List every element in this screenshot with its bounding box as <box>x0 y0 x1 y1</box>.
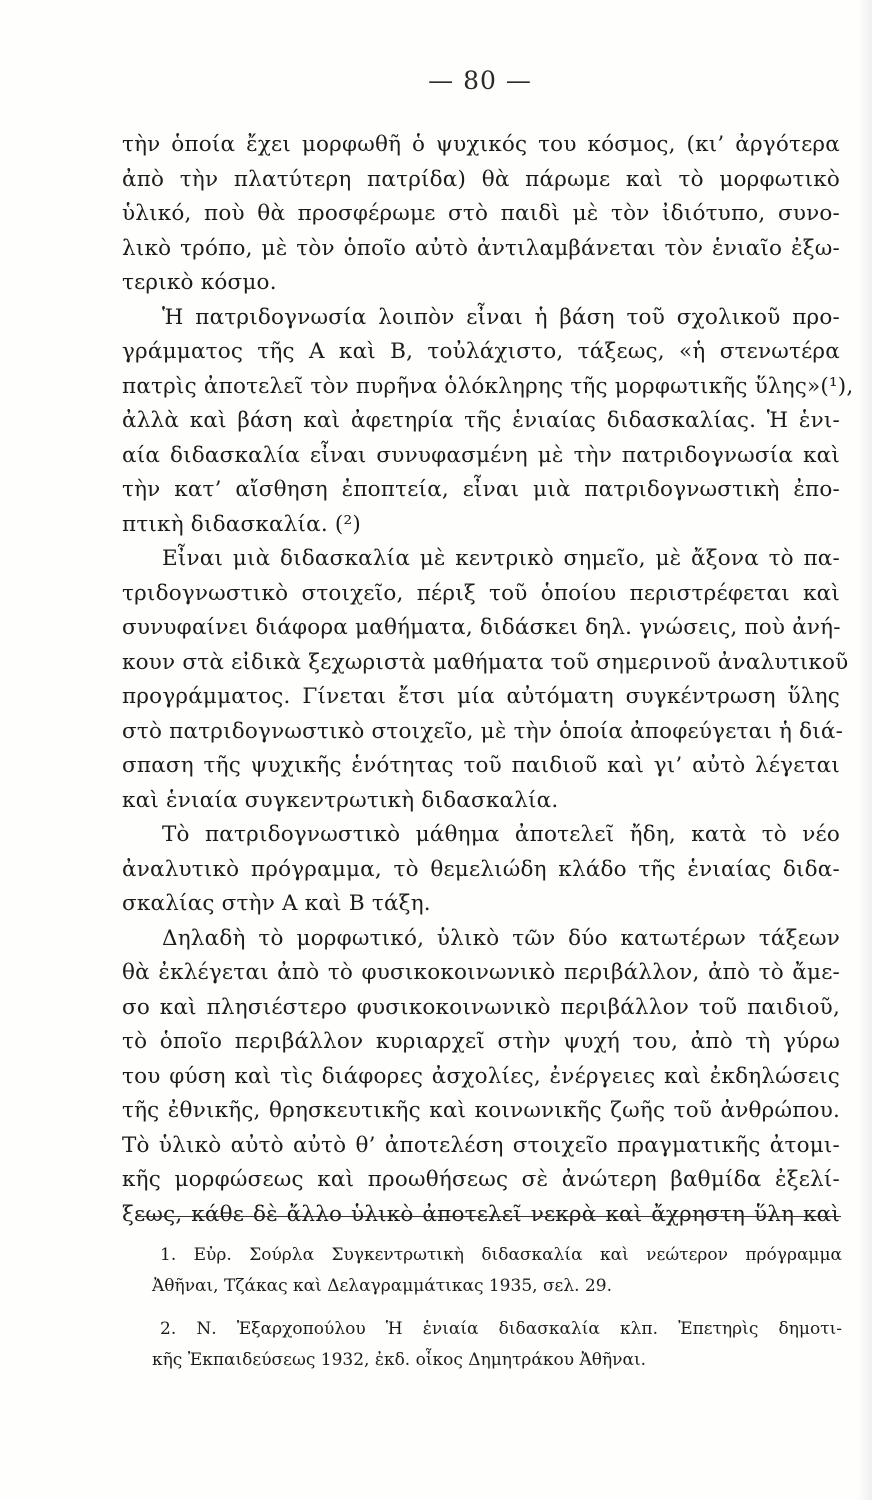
body-line: πατρὶς ἀποτελεῖ τὸν πυρῆνα ὁλόκληρης τῆς μορφωτικῆς ὕλης»(¹), <box>122 373 854 399</box>
body-line: σο καὶ πλησιέστερο φυσικοκοινωνικὸ περιβάλλον τοῦ παιδιοῦ, <box>122 994 840 1020</box>
body-line: καὶ ἑνιαία συγκεντρωτικὴ διδασκαλία. <box>122 787 559 813</box>
body-line: τὴν ὁποία ἔχει μορφωθῆ ὁ ψυχικός του κόσμος, (κι’ ἀργότερα <box>122 132 840 157</box>
body-line: κουν στὰ εἰδικὰ ξεχωριστὰ μαθήματα τοῦ σημερινοῦ ἀναλυτικοῦ <box>122 649 849 675</box>
body-line: γράμματος τῆς Α καὶ Β, τοὐλάχιστο, τάξεως, «ἡ στενωτέρα <box>122 339 840 364</box>
body-line: Τὸ ὑλικὸ αὐτὸ αὐτὸ θ’ ἀποτελέση στοιχεῖο πραγματικῆς ἀτομι- <box>122 1132 840 1158</box>
body-line: κῆς μορφώσεως καὶ προωθήσεως σὲ ἀνώτερη βαθμίδα ἐξελί- <box>122 1167 840 1192</box>
body-line: στὸ πατριδογνωστικὸ στοιχεῖο, μὲ τὴν ὁποία ἀποφεύγεται ἡ διά- <box>122 718 844 744</box>
body-line: ὑλικό, ποὺ θὰ προσφέρωμε στὸ παιδὶ μὲ τὸν ἰδιότυπο, συνο- <box>122 201 840 226</box>
body-line: ἀλλὰ καὶ βάση καὶ ἀφετηρία τῆς ἑνιαίας διδασκαλίας. Ἡ ἑνι- <box>122 408 840 433</box>
body-text <box>122 128 854 1232</box>
body-line: λικὸ τρόπο, μὲ τὸν ὁποῖο αὐτὸ ἀντιλαμβάνεται τὸν ἑνιαῖο ἐξω- <box>122 235 840 261</box>
body-line: σπαση τῆς ψυχικῆς ἑνότητας τοῦ παιδιοῦ καὶ γι’ αὐτὸ λέγεται <box>122 753 840 778</box>
body-line: τῆς ἐθνικῆς, θρησκευτικῆς καὶ κοινωνικῆς ζωῆς τοῦ ἀνθρώπου. <box>122 1098 840 1123</box>
body-line: Δηλαδὴ τὸ μορφωτικό, ὑλικὸ τῶν δύο κατωτέρων τάξεων <box>162 925 840 951</box>
body-line: ἀπὸ τὴν πλατύτερη πατρίδα) θὰ πάρωμε καὶ τὸ μορφωτικὸ <box>122 166 840 192</box>
body-line: Εἶναι μιὰ διδασκαλία μὲ κεντρικὸ σημεῖο, μὲ ἄξονα τὸ πα- <box>162 546 840 571</box>
body-line: αία διδασκαλία εἶναι συνυφασμένη μὲ τὴν πατριδογνωσία καὶ <box>122 442 840 468</box>
footnote-line: 2. Ν. Ἐξαρχοπούλου Ἡ ἑνιαία διδασκαλία κλπ. Ἐπετηρὶς δημοτι- <box>160 1319 842 1339</box>
body-line: τερικὸ κόσμο. <box>122 270 277 295</box>
body-line: σκαλίας στὴν Α καὶ Β τάξη. <box>122 891 431 916</box>
body-line: του φύση καὶ τὶς διάφορες ἀσχολίες, ἐνέργειες καὶ ἐκδηλώσεις <box>122 1063 840 1089</box>
footnote-line: Ἀθῆναι, Τζάκας καὶ Δελαγραμμάτικας 1935, σελ. 29. <box>152 1276 612 1296</box>
body-line: τριδογνωστικὸ στοιχεῖο, πέριξ τοῦ ὁποίου περιστρέφεται καὶ <box>122 580 840 606</box>
body-line: Ἡ πατριδογνωσία λοιπὸν εἶναι ἡ βάση τοῦ σχολικοῦ προ- <box>162 304 840 330</box>
footnote-divider <box>136 1216 841 1217</box>
footnotes <box>152 1240 842 1376</box>
body-line: πτικὴ διδασκαλία. (²) <box>122 511 361 537</box>
body-line: ἀναλυτικὸ πρόγραμμα, τὸ θεμελιώδη κλάδο τῆς ἑνιαίας διδα- <box>122 856 840 882</box>
body-line: προγράμματος. Γίνεται ἔτσι μία αὐτόματη συγκέντρωση ὕλης <box>122 684 840 709</box>
footnote-line: 1. Εὐρ. Σούρλα Συγκεντρωτικὴ διδασκαλία καὶ νεώτερον πρόγραμμα <box>160 1245 842 1265</box>
footnote-line: κῆς Ἐκπαιδεύσεως 1932, ἐκδ. οἶκος Δημητράκου Ἀθῆναι. <box>152 1350 647 1370</box>
body-line: ξεως, κάθε δὲ ἄλλο ὑλικὸ ἀποτελεῖ νεκρὰ καὶ ἄχρηστη ὕλη καὶ <box>122 1201 840 1227</box>
body-line: συνυφαίνει διάφορα μαθήματα, διδάσκει δηλ. γνώσεις, ποὺ ἀνή- <box>122 615 841 640</box>
page-number: — 80 — <box>428 66 532 95</box>
page-edge-shadow <box>858 0 872 1500</box>
body-line: τὴν κατ’ αἴσθηση ἐποπτεία, εἶναι μιὰ πατριδογνωστικὴ ἐπο- <box>122 477 840 502</box>
body-line: Τὸ πατριδογνωστικὸ μάθημα ἀποτελεῖ ἤδη, κατὰ τὸ νέο <box>162 822 840 847</box>
body-line: θὰ ἐκλέγεται ἀπὸ τὸ φυσικοκοινωνικὸ περιβάλλον, ἀπὸ τὸ ἄμε- <box>122 960 840 985</box>
body-line: τὸ ὁποῖο περιβάλλον κυριαρχεῖ στὴν ψυχή του, ἀπὸ τὴ γύρω <box>122 1029 840 1054</box>
